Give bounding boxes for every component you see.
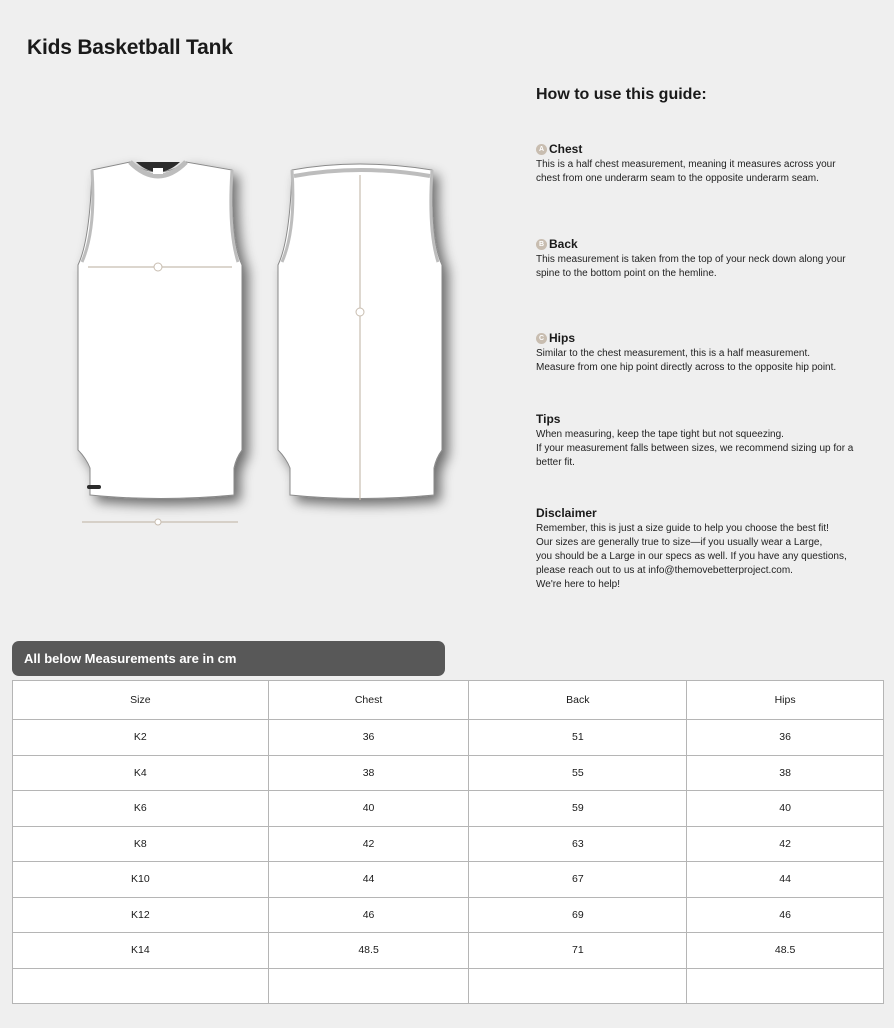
section-line: Measure from one hip point directly across to the opposite hip point. — [536, 362, 837, 373]
badge-b-icon: B — [536, 239, 547, 250]
cell-chest: 40 — [268, 791, 469, 827]
section-line: If your measurement falls between sizes, we recommend sizing up for a — [536, 443, 854, 454]
cell-chest: 44 — [268, 862, 469, 898]
cell-chest — [268, 968, 469, 1004]
table-row-empty — [13, 968, 884, 1004]
tank-illustration — [60, 150, 480, 540]
section-line: We're here to help! — [536, 579, 620, 590]
cell-hips — [687, 968, 884, 1004]
cell-back: 51 — [469, 720, 687, 756]
section-heading: Back — [549, 237, 578, 251]
cell-hips: 44 — [687, 862, 884, 898]
cell-chest: 42 — [268, 826, 469, 862]
section-heading: Chest — [549, 142, 583, 156]
cell-back: 69 — [469, 897, 687, 933]
table-header-row — [13, 681, 884, 720]
section-tips — [536, 412, 881, 470]
section-line: This measurement is taken from the top of your neck down along your — [536, 254, 846, 265]
table-row — [13, 755, 884, 791]
cell-size: K4 — [13, 755, 269, 791]
section-line: This is a half chest measurement, meaning it measures across your — [536, 159, 836, 170]
size-chart-table — [12, 680, 884, 1004]
neck-label-icon — [153, 168, 163, 174]
cell-back: 67 — [469, 862, 687, 898]
cell-hips: 48.5 — [687, 933, 884, 969]
table-row — [13, 720, 884, 756]
section-line: When measuring, keep the tape tight but not squeezing. — [536, 429, 784, 440]
cell-chest: 36 — [268, 720, 469, 756]
cell-hips: 46 — [687, 897, 884, 933]
table-row — [13, 897, 884, 933]
badge-c-icon: C — [536, 333, 547, 344]
section-line: Our sizes are generally true to size—if you usually wear a Large, — [536, 537, 823, 548]
tank-diagram — [60, 150, 480, 540]
cell-back: 59 — [469, 791, 687, 827]
section-chest — [536, 142, 881, 186]
header-hips: Hips — [687, 681, 884, 720]
cell-back — [469, 968, 687, 1004]
section-line: chest from one underarm seam to the opposite underarm seam. — [536, 173, 819, 184]
guide-title: How to use this guide: — [536, 86, 707, 103]
table-row — [13, 791, 884, 827]
header-back: Back — [469, 681, 687, 720]
cell-chest: 48.5 — [268, 933, 469, 969]
cell-hips: 42 — [687, 826, 884, 862]
badge-a-icon: A — [536, 144, 547, 155]
section-line: better fit. — [536, 457, 575, 468]
page-title: Kids Basketball Tank — [27, 36, 233, 59]
cell-size: K10 — [13, 862, 269, 898]
measurements-banner: All below Measurements are in cm — [12, 641, 445, 676]
section-disclaimer — [536, 506, 881, 592]
section-heading: Tips — [536, 412, 561, 426]
marker-a — [154, 263, 162, 271]
marker-c — [155, 519, 161, 525]
section-line: spine to the bottom point on the hemline. — [536, 268, 717, 279]
cell-hips: 40 — [687, 791, 884, 827]
table-row — [13, 933, 884, 969]
section-back — [536, 237, 881, 281]
section-line: Similar to the chest measurement, this is a half measurement. — [536, 348, 811, 359]
cell-size: K2 — [13, 720, 269, 756]
cell-size: K8 — [13, 826, 269, 862]
table-row — [13, 826, 884, 862]
tank-front — [78, 162, 242, 499]
cell-size: K14 — [13, 933, 269, 969]
section-hips — [536, 331, 881, 375]
marker-b — [356, 308, 364, 316]
cell-chest: 38 — [268, 755, 469, 791]
hem-tag-icon — [87, 485, 101, 489]
cell-hips: 38 — [687, 755, 884, 791]
table-row — [13, 862, 884, 898]
header-chest: Chest — [268, 681, 469, 720]
header-size: Size — [13, 681, 269, 720]
cell-hips: 36 — [687, 720, 884, 756]
cell-chest: 46 — [268, 897, 469, 933]
cell-back: 55 — [469, 755, 687, 791]
section-line: please reach out to us at info@themovebetterproject.com. — [536, 565, 793, 576]
cell-back: 71 — [469, 933, 687, 969]
cell-size — [13, 968, 269, 1004]
cell-back: 63 — [469, 826, 687, 862]
cell-size: K6 — [13, 791, 269, 827]
section-heading: Hips — [549, 331, 576, 345]
section-line: you should be a Large in our specs as well. If you have any questions, — [536, 551, 847, 562]
cell-size: K12 — [13, 897, 269, 933]
section-heading: Disclaimer — [536, 506, 597, 520]
size-guide-instructions — [536, 86, 881, 590]
section-line: Remember, this is just a size guide to help you choose the best fit! — [536, 523, 829, 534]
